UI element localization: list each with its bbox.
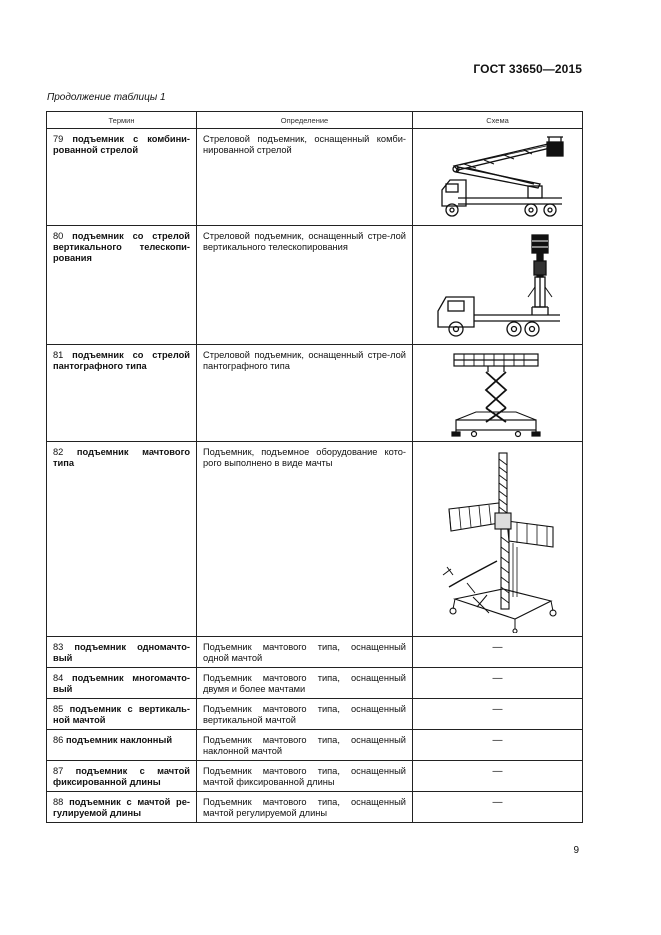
term-number: 85 [53, 704, 64, 714]
schema-dash: — [413, 730, 583, 761]
table-row [47, 730, 583, 761]
term-number: 87 [53, 766, 64, 776]
term-cell [47, 792, 197, 823]
term-cell [47, 442, 197, 637]
term-number: 81 [53, 350, 64, 360]
schema-dash: — [413, 761, 583, 792]
table-header-row [47, 112, 583, 129]
term-text: подъемник многомачто-вый [53, 673, 190, 694]
table-row [47, 792, 583, 823]
term-number: 88 [53, 797, 64, 807]
definition-cell: Подъемник мачтового типа, оснащенный двумя и более мачтами [197, 668, 413, 699]
term-cell [47, 637, 197, 668]
schema-dash: — [413, 792, 583, 823]
definition-cell: Подъемник, подъемное оборудование кото-рого выполнено в виде мачты [197, 442, 413, 637]
term-text: подъемник с комбини-рованной стрелой [53, 134, 190, 155]
term-cell [47, 345, 197, 442]
term-text: подъемник одномачто-вый [53, 642, 190, 663]
term-cell [47, 761, 197, 792]
term-number: 84 [53, 673, 64, 683]
definition-cell: Стреловой подъемник, оснащенный стре-лой пантографного типа [197, 345, 413, 442]
table-caption: Продолжение таблицы 1 [47, 92, 166, 103]
term-cell [47, 730, 197, 761]
term-cell [47, 129, 197, 226]
definition-cell: Стреловой подъемник, оснащенный комби-нированной стрелой [197, 129, 413, 226]
term-text: подъемник с вертикаль-ной мачтой [53, 704, 190, 725]
table-row [47, 761, 583, 792]
column-header-term: Термин [47, 112, 197, 129]
term-number: 80 [53, 231, 64, 241]
mast-lift-diagram [413, 442, 583, 637]
document-code: ГОСТ 33650—2015 [473, 62, 582, 76]
page-number: 9 [573, 845, 579, 856]
definition-cell: Подъемник мачтового типа, оснащенный вертикальной мачтой [197, 699, 413, 730]
table-row [47, 637, 583, 668]
table-row [47, 442, 583, 637]
table-row [47, 226, 583, 345]
term-text: подъемник с мачтой фиксированной длины [53, 766, 190, 787]
table-row [47, 345, 583, 442]
schema-dash: — [413, 637, 583, 668]
combined-boom-lift-diagram [413, 129, 583, 226]
schema-dash: — [413, 668, 583, 699]
table-row [47, 668, 583, 699]
definition-cell: Подъемник мачтового типа, оснащенный мачтой регулируемой длины [197, 792, 413, 823]
table-row [47, 129, 583, 226]
term-cell [47, 699, 197, 730]
term-number: 79 [53, 134, 64, 144]
definition-cell: Подъемник мачтового типа, оснащенный одной мачтой [197, 637, 413, 668]
column-header-definition: Определение [197, 112, 413, 129]
term-text: подъемник со стрелой вертикального телескопи-рования [53, 231, 190, 263]
vertical-telescopic-lift-diagram [413, 226, 583, 345]
schema-dash: — [413, 699, 583, 730]
term-text: подъемник мачтового типа [53, 447, 190, 468]
table-row [47, 699, 583, 730]
term-number: 83 [53, 642, 64, 652]
definition-cell: Стреловой подъемник, оснащенный стре-лой вертикального телескопирования [197, 226, 413, 345]
term-number: 82 [53, 447, 64, 457]
column-header-schema: Схема [413, 112, 583, 129]
pantograph-lift-diagram [413, 345, 583, 442]
term-cell [47, 226, 197, 345]
terms-table [46, 111, 583, 823]
definition-cell: Подъемник мачтового типа, оснащенный мачтой фиксированной длины [197, 761, 413, 792]
term-text: подъемник со стрелой пантографного типа [53, 350, 190, 371]
term-text: подъемник наклонный [65, 735, 173, 745]
term-cell [47, 668, 197, 699]
definition-cell: Подъемник мачтового типа, оснащенный наклонной мачтой [197, 730, 413, 761]
term-text: подъемник с мачтой ре-гулируемой длины [53, 797, 190, 818]
term-number: 86 [53, 735, 64, 745]
